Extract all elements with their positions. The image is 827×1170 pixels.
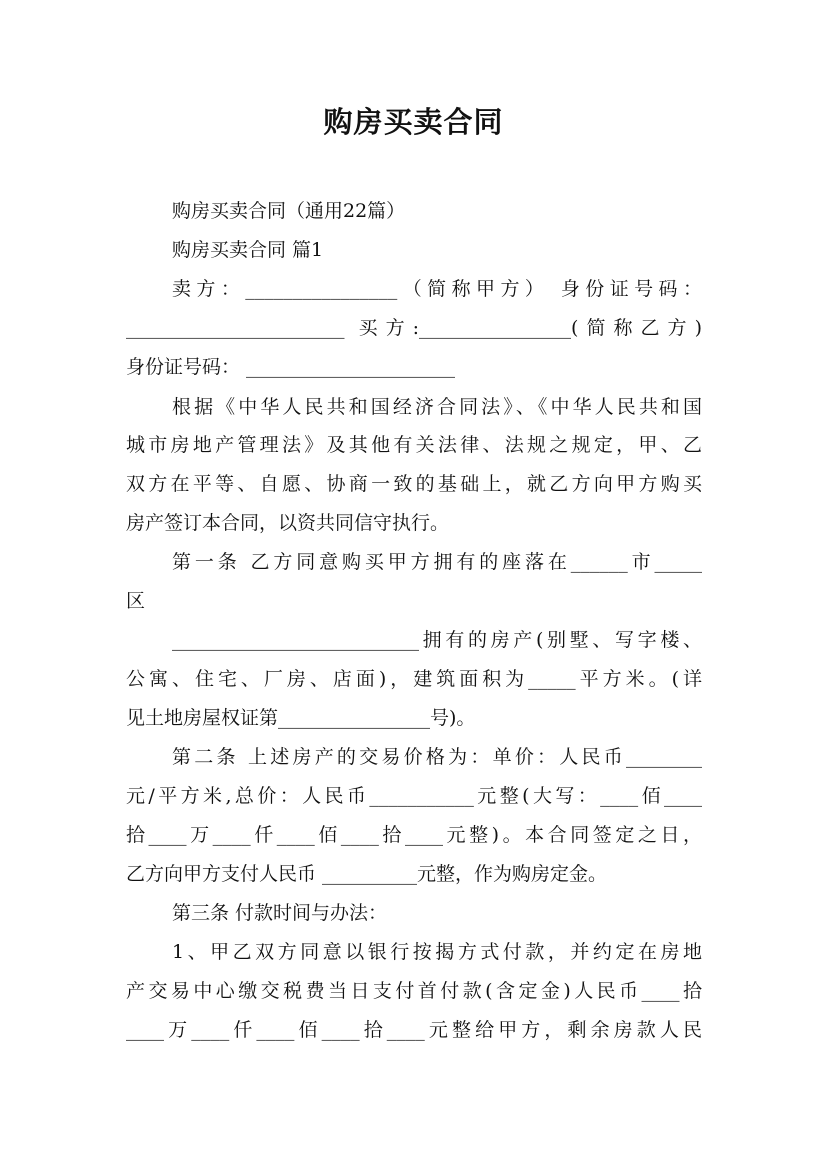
article-2-line-3: 拾____万____仟____佰____拾____元整)。本合同签定之日， xyxy=(126,824,702,846)
article-2-line-2: 元/平方米,总价：人民币___________元整(大写：____佰____ xyxy=(126,785,702,807)
article-1-line-1: 第一条 乙方同意购买甲方拥有的座落在______市_____ xyxy=(172,551,702,573)
preamble-line-2: 城市房地产管理法》及其他有关法律、法规之规定，甲、乙 xyxy=(126,434,702,456)
document-title: 购房买卖合同 xyxy=(323,105,504,139)
article-1-line-5: 见土地房屋权证第________________号)。 xyxy=(126,707,476,729)
buyer-line: _______________________ 买方:________________(简称乙方) xyxy=(126,317,702,339)
article-3-line-1: 1、甲乙双方同意以银行按揭方式付款，并约定在房地 xyxy=(172,941,702,963)
article-1-line-2: 区 xyxy=(126,590,146,612)
contract-subtitle: 购房买卖合同（通用22篇） xyxy=(172,200,406,222)
article-3-line-2: 产交易中心缴交税费当日支付首付款(含定金)人民币____拾 xyxy=(126,980,702,1002)
article-3-line-3: ____万____仟____佰____拾____元整给甲方，剩余房款人民 xyxy=(126,1019,702,1041)
preamble-line-4: 房产签订本合同，以资共同信守执行。 xyxy=(126,512,450,534)
preamble-line-3: 双方在平等、自愿、协商一致的基础上，就乙方向甲方购买 xyxy=(126,473,702,495)
seller-line: 卖方：________________（简称甲方） 身份证号码： xyxy=(172,278,702,300)
article-2-line-1: 第二条 上述房产的交易价格为：单价：人民币________ xyxy=(172,746,702,768)
preamble-line-1: 根据《中华人民共和国经济合同法》、《中华人民共和国 xyxy=(172,396,702,418)
article-3-heading: 第三条 付款时间与办法： xyxy=(172,902,388,924)
contract-section-heading: 购房买卖合同 篇1 xyxy=(172,239,324,261)
article-2-line-4: 乙方向甲方支付人民币 __________元整，作为购房定金。 xyxy=(126,863,608,885)
id-number-line: 身份证号码： ______________________ xyxy=(126,356,456,378)
article-1-line-4: 公寓、住宅、厂房、店面)，建筑面积为_____平方米。(详 xyxy=(126,668,702,690)
article-1-line-3: __________________________拥有的房产(别墅、写字楼、 xyxy=(172,629,702,651)
